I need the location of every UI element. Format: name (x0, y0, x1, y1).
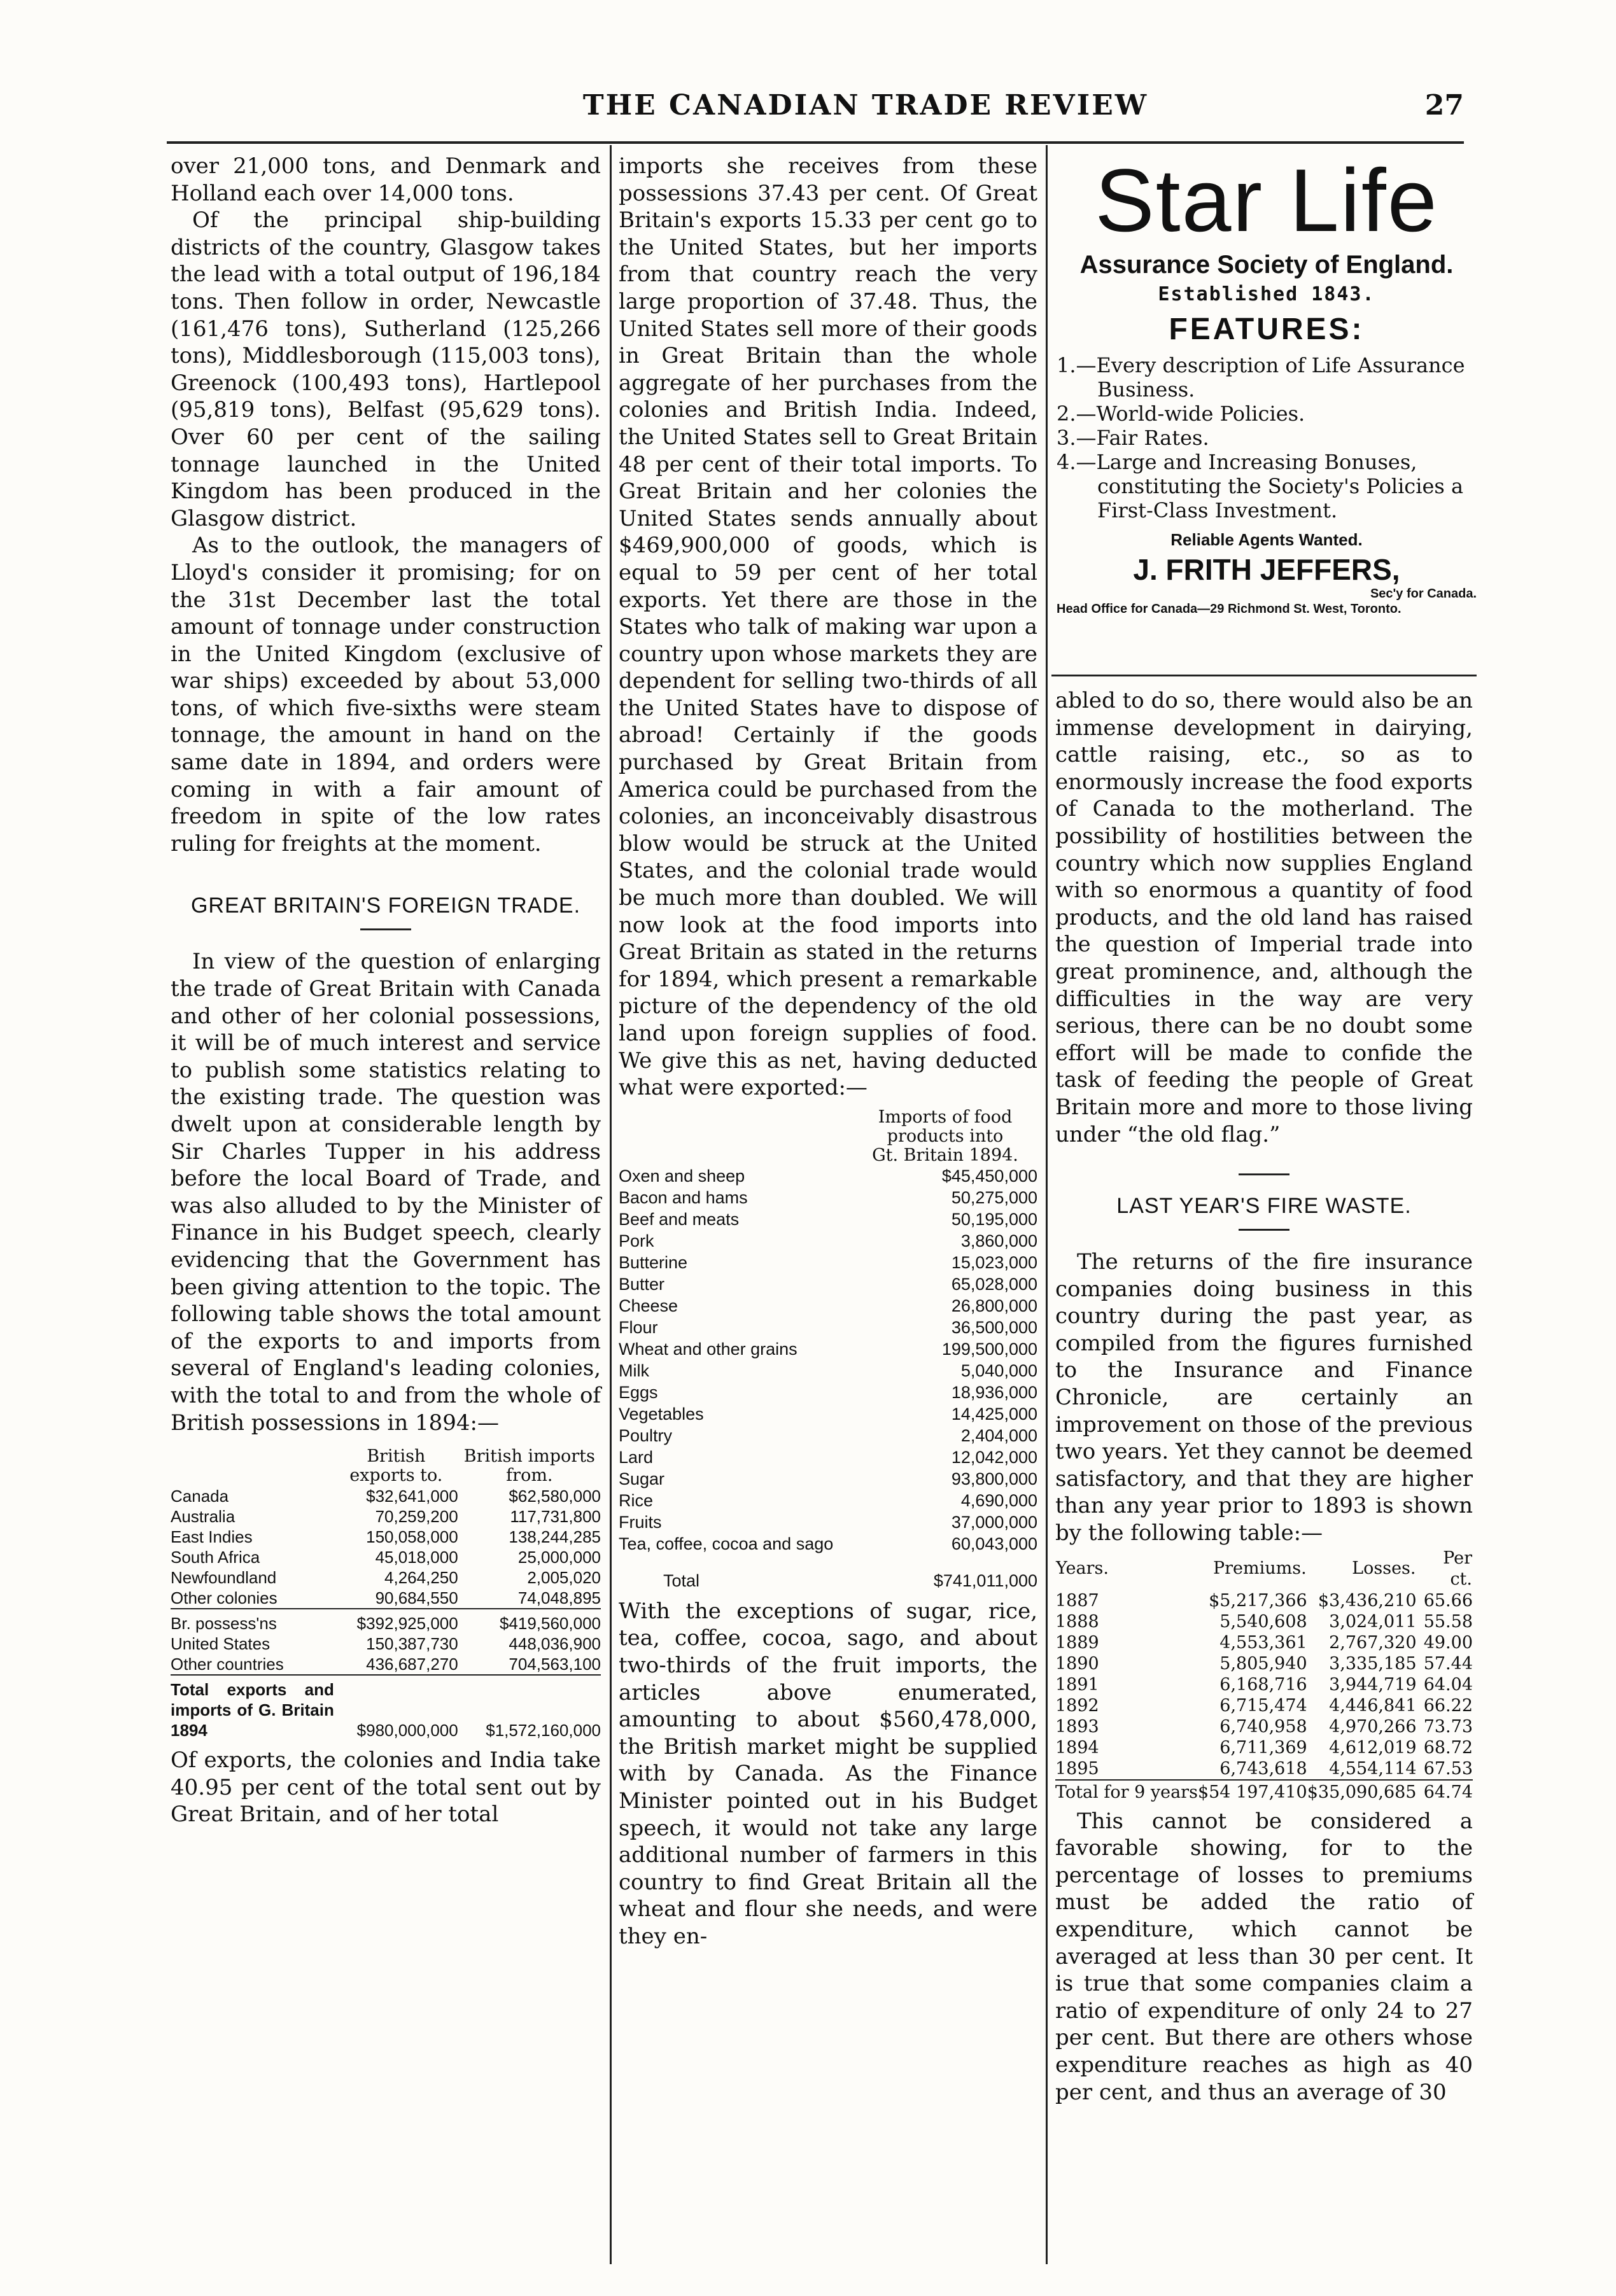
cell: 60,043,000 (951, 1534, 1037, 1553)
trade-table (171, 1446, 601, 1740)
paragraph: This cannot be considered a favorable showing, for to the percentage of losses to premiums must be added the ratio of expenditure, which cannot be averaged at less than 30 per cent. It is true that some companies claim a ratio of expenditure of only 24 to 27 per cent. But there are others whose expenditure reaches as high as 40 per cent, and thus an average of 30 (1055, 1808, 1473, 2105)
row-label: Australia (171, 1507, 235, 1527)
ad-features-heading: FEATURES: (1169, 312, 1365, 346)
row-label: 1895 (1055, 1758, 1099, 1779)
row-label: Wheat and other grains (619, 1339, 797, 1359)
ad-subtitle: Assurance Society of England. (1079, 251, 1454, 279)
table-row (1055, 1632, 1473, 1653)
paragraph: The returns of the fire insurance companies doing business in this country during the past year, as compiled from the figures furnished to the Insurance and Finance Chronicle, are certainly an improvement on those of the previous two years. Yet they cannot be deemed satisfactory, and that they are higher than any year prior to 1893 is shown by the following table:— (1055, 1249, 1473, 1546)
row-label: 1892 (1055, 1695, 1099, 1716)
row-label: Br. possess'ns (171, 1614, 277, 1634)
cell: $980,000,000 (356, 1721, 458, 1740)
row-label: Beef and meats (619, 1209, 740, 1229)
list-item: 3.—Fair Rates. (1057, 426, 1209, 450)
table-row (619, 1490, 1037, 1511)
cell: 64.04 (1423, 1674, 1473, 1695)
row-label: South Africa (171, 1548, 260, 1567)
table-row (1055, 1674, 1473, 1695)
list-item: 2.—World-wide Policies. (1057, 402, 1305, 426)
paragraph: abled to do so, there would also be an immense development in dairying, cattle raising, etc., so as to enormously increase the food exports of Canada to the motherland. The possibility of hostilities between the country which now supplies England with so enormous a quantity of food products, and the old land has raised the question of Imperial trade into great prominence, and, although the difficulties in the way are very serious, there can be no doubt some effort will be made to confide the task of feeding the people of Great Britain more and more to those living under “the old flag.” (1055, 688, 1473, 1147)
cell: $1,572,160,000 (486, 1721, 601, 1740)
cell: $392,925,000 (356, 1614, 458, 1634)
cell: 448,036,900 (509, 1634, 601, 1654)
table-row (619, 1317, 1037, 1338)
cell: 138,244,285 (509, 1527, 601, 1547)
section-heading-fire-waste: LAST YEAR'S FIRE WASTE. (1116, 1194, 1412, 1219)
cell: 3,860,000 (960, 1231, 1037, 1250)
cell: $5,217,366 (1209, 1590, 1307, 1611)
table-row (171, 1634, 601, 1654)
ad-title: Star Life (1095, 150, 1438, 250)
cell: 6,740,958 (1219, 1716, 1307, 1737)
ad-office-address: Head Office for Canada—29 Richmond St. West, Toronto. (1057, 602, 1402, 616)
table-row (171, 1527, 601, 1547)
paragraph: Of the principal ship-building districts of the country, Glasgow takes the lead with a total output of 196,184 tons. Then follow in order, Newcastle (161,476 tons), Sutherland (125,266 tons), Middlesborough (115,003 tons), Greenock (100,493 tons), Hartlepool (95,819 tons), Belfast (95,629 tons). Over 60 per cent of the sailing tonnage launched in the United Kingdom has been produced in the Glasgow district. (171, 207, 601, 531)
page-number: 27 (1424, 89, 1464, 122)
table-row-total (619, 1555, 1037, 1592)
column-header: Losses. (1352, 1558, 1416, 1579)
table-row (171, 1506, 601, 1527)
cell: $32,641,000 (366, 1487, 458, 1506)
list-item: 4.—Large and Increasing Bonuses, constituting the Society's Policies a First-Class Investment. (1057, 450, 1464, 522)
table-row (619, 1252, 1037, 1273)
cell: $741,011,000 (933, 1571, 1037, 1590)
table-row (1055, 1590, 1473, 1611)
ad-rule (1051, 675, 1477, 676)
cell: 3,944,719 (1329, 1674, 1417, 1695)
list-item: 1.—Every description of Life Assurance Business. (1057, 353, 1465, 402)
table-row (619, 1187, 1037, 1208)
table-row (619, 1165, 1037, 1187)
row-label: United States (171, 1634, 271, 1654)
row-label: 1891 (1055, 1674, 1099, 1695)
cell: 70,259,200 (375, 1507, 458, 1527)
cell: 64.74 (1423, 1782, 1473, 1802)
row-label: Butterine (619, 1252, 688, 1272)
table-row (619, 1382, 1037, 1403)
cell: 150,387,730 (366, 1634, 458, 1654)
short-rule (360, 928, 411, 930)
cell: 18,936,000 (951, 1382, 1037, 1402)
paragraph: imports she receives from these possessions 37.43 per cent. Of Great Britain's exports 15.33 per cent go to the United States, but her imports from that country reach the very large proportion of 37.48. Thus, the United States sell more of their goods in Great Britain than the whole aggregate of her purchases from the colonies and British India. Indeed, the United States sell to Great Britain 48 per cent of their total imports. To Great Britain and her colonies the United States sends annually about $469,900,000 of goods, which is equal to 59 per cent of her total exports. Yet there are those in the States who talk of making war upon a country upon whose markets they are dependent for selling two-thirds of all the United States have to dispose of abroad! Certainly if the goods purchased by Great Britain from America could be purchased from the colonies, an inconceivably disastrous blow would be struck at the United States, and the colonial trade would be much more than doubled. We will now look at the food imports into Great Britain as stated in the returns for 1894, which present a remarkable picture of the dependency of the old land upon foreign supplies of food. We give this as net, having deducted what were exported:— (619, 153, 1037, 1101)
cell: 57.44 (1423, 1653, 1473, 1674)
table-row (1055, 1653, 1473, 1674)
cell: 4,612,019 (1329, 1737, 1417, 1758)
cell: 65.66 (1423, 1590, 1473, 1611)
table-row (619, 1360, 1037, 1382)
section-heading-foreign-trade: GREAT BRITAIN'S FOREIGN TRADE. (190, 893, 581, 918)
cell: 37,000,000 (951, 1512, 1037, 1532)
cell: 25,000,000 (517, 1548, 601, 1567)
cell: 5,040,000 (960, 1361, 1037, 1380)
column-header: British imports from. (463, 1446, 595, 1486)
paragraph: With the exceptions of sugar, rice, tea, coffee, cocoa, sago, and about two-thirds of the fruit imports, the articles above enumerated, amounting to about $560,478,000, the British market might be supplied with by Canada. As the Finance Minister pointed out in his Budget speech, it would not take any large additional number of farmers in this country to find Great Britain all the wheat and flour she needs, and were they en- (619, 1598, 1037, 1949)
cell: $419,560,000 (499, 1614, 601, 1634)
column-3 (1055, 687, 1473, 2106)
short-rule (1239, 1173, 1289, 1175)
cell: 2,767,320 (1329, 1632, 1417, 1653)
cell: 5,805,940 (1219, 1653, 1307, 1674)
cell: 4,690,000 (960, 1490, 1037, 1510)
cell: 6,715,474 (1219, 1695, 1307, 1716)
cell: 4,446,841 (1329, 1695, 1417, 1716)
row-label: Eggs (619, 1382, 658, 1402)
row-label: 1888 (1055, 1611, 1099, 1632)
table-row (1055, 1611, 1473, 1632)
cell: 704,563,100 (509, 1655, 601, 1674)
column-header: Premiums. (1212, 1558, 1307, 1579)
table-row (619, 1511, 1037, 1533)
row-label: Canada (171, 1487, 229, 1506)
star-life-advertisement (1057, 150, 1477, 675)
table-row (1055, 1695, 1473, 1716)
cell: 6,743,618 (1219, 1758, 1307, 1779)
column-header: Years. (1056, 1558, 1109, 1579)
cell: 67.53 (1423, 1758, 1473, 1779)
row-label: 1894 (1055, 1737, 1099, 1758)
row-label: Total for 9 years (1055, 1782, 1198, 1802)
row-label: Bacon and hams (619, 1187, 748, 1207)
row-label: Total exports and imports of G. Britain 1894 (171, 1680, 334, 1740)
row-label: Sugar (619, 1469, 665, 1488)
cell: 5,540,608 (1219, 1611, 1307, 1632)
ad-agents-wanted: Reliable Agents Wanted. (1170, 530, 1363, 549)
table-row (171, 1588, 601, 1609)
short-rule (1239, 1229, 1289, 1231)
cell: 55.58 (1423, 1611, 1473, 1632)
cell: 3,024,011 (1329, 1611, 1417, 1632)
cell: 12,042,000 (951, 1447, 1037, 1467)
cell: 117,731,800 (510, 1507, 601, 1527)
row-label: Tea, coffee, cocoa and sago (619, 1534, 834, 1553)
row-label: Cheese (619, 1296, 678, 1315)
cell: 26,800,000 (951, 1296, 1037, 1315)
cell: 2,005,020 (527, 1568, 601, 1588)
column-header: Imports of food products into Gt. Britain 1894. (872, 1107, 1018, 1165)
cell: 2,404,000 (960, 1425, 1037, 1445)
table-row (619, 1273, 1037, 1295)
cell: 4,553,361 (1219, 1632, 1307, 1653)
cell: 93,800,000 (951, 1469, 1037, 1488)
cell: 15,023,000 (951, 1252, 1037, 1272)
cell: $62,580,000 (509, 1487, 601, 1506)
column-1 (171, 153, 601, 1828)
cell: 3,335,185 (1329, 1653, 1417, 1674)
cell: 74,048,895 (517, 1588, 601, 1608)
table-rule (171, 1675, 601, 1679)
row-label: Oxen and sheep (619, 1166, 745, 1186)
row-label: Butter (619, 1274, 665, 1294)
table-rule (171, 1609, 601, 1613)
food-imports-table (619, 1165, 1037, 1592)
row-label: Rice (619, 1490, 654, 1510)
cell: 45,018,000 (375, 1548, 458, 1567)
column-2 (619, 153, 1037, 1950)
paragraph: In view of the question of enlarging the trade of Great Britain with Canada and other of her colonial possessions, it will be of much interest and service to publish some statistics relating to the existing trade. The question was dwelt upon at considerable length by Sir Charles Tupper in his address before the local Board of Trade, and was also alluded to by the Minister of Finance in his Budget speech, clearly evidencing that the Government has been giving attention to the topic. The following table shows the total amount of the exports to and imports from several of England's leading colonies, with the total to and from the whole of British possessions in 1894:— (171, 949, 601, 1436)
table-row (619, 1295, 1037, 1317)
fire-waste-table (1055, 1547, 1473, 1803)
row-label: 1887 (1055, 1590, 1099, 1611)
table-row (619, 1403, 1037, 1425)
table-row (619, 1338, 1037, 1360)
table-row (619, 1533, 1037, 1555)
paragraph: As to the outlook, the managers of Lloyd's consider it promising; for on the 31st December last the total amount of tonnage under construction in the United Kingdom (exclusive of war ships) exceeded by about 53,000 tons, of which five-sixths were steam tonnage, the amount in hand on the same date in 1894, and orders were coming in with a fair amount of freedom in spite of the low rates ruling for freights at the moment. (171, 533, 601, 857)
column-divider-2 (1046, 145, 1048, 2264)
row-label: Poultry (619, 1425, 673, 1445)
table-row (171, 1567, 601, 1588)
table-row (619, 1425, 1037, 1446)
row-label: Vegetables (619, 1404, 704, 1424)
table-row (1055, 1758, 1473, 1780)
cell: 199,500,000 (941, 1339, 1037, 1359)
row-label: Fruits (619, 1512, 662, 1532)
table-row (619, 1446, 1037, 1468)
column-header: Per ct. (1443, 1548, 1472, 1589)
column-divider-1 (610, 145, 612, 2264)
ad-established: Established 1843. (1158, 283, 1375, 305)
cell: 65,028,000 (951, 1274, 1037, 1294)
paragraph: Of exports, the colonies and India take 40.95 per cent of the total sent out by Great Britain, and of her total (171, 1747, 601, 1828)
masthead-title: THE CANADIAN TRADE REVIEW (582, 89, 1149, 122)
cell: 6,168,716 (1219, 1674, 1307, 1695)
cell: 6,711,369 (1219, 1737, 1307, 1758)
column-header: British exports to. (349, 1446, 443, 1486)
row-label: 1893 (1055, 1716, 1099, 1737)
table-row (1055, 1737, 1473, 1758)
row-label: Flour (619, 1317, 658, 1337)
cell: 50,275,000 (951, 1187, 1037, 1207)
ad-contact-title: Sec'y for Canada. (1370, 587, 1477, 601)
row-label: 1890 (1055, 1653, 1099, 1674)
cell: 14,425,000 (951, 1404, 1037, 1424)
row-label: 1889 (1055, 1632, 1099, 1653)
row-label: East Indies (171, 1527, 253, 1547)
ad-contact-name: J. FRITH JEFFERS, (1133, 553, 1400, 586)
page-header (165, 89, 1464, 134)
table-row (171, 1613, 601, 1634)
row-label: Total (663, 1571, 700, 1590)
table-row (1055, 1716, 1473, 1737)
table-row (171, 1654, 601, 1675)
table-row-total (171, 1679, 601, 1740)
table-row (171, 1486, 601, 1506)
row-label: Lard (619, 1447, 654, 1467)
cell: $54 197,410 (1197, 1782, 1307, 1802)
cell: 436,687,270 (366, 1655, 458, 1674)
cell: 36,500,000 (951, 1317, 1037, 1337)
cell: 4,264,250 (384, 1568, 458, 1588)
cell: $45,450,000 (941, 1166, 1037, 1186)
row-label: Other colonies (171, 1588, 278, 1608)
row-label: Pork (619, 1231, 654, 1250)
cell: 66.22 (1423, 1695, 1473, 1716)
row-label: Milk (619, 1361, 649, 1380)
cell: 49.00 (1423, 1632, 1473, 1653)
cell: $35,090,685 (1307, 1782, 1417, 1802)
cell: 4,970,266 (1329, 1716, 1417, 1737)
row-label: Other countries (171, 1655, 284, 1674)
cell: 150,058,000 (366, 1527, 458, 1547)
table-row (171, 1547, 601, 1567)
cell: 68.72 (1423, 1737, 1473, 1758)
table-row-total (1055, 1782, 1473, 1803)
paragraph: over 21,000 tons, and Denmark and Holland each over 14,000 tons. (171, 153, 601, 206)
food-table-header (619, 1108, 1037, 1165)
table-row (619, 1468, 1037, 1490)
cell: 50,195,000 (951, 1209, 1037, 1229)
row-label: Newfoundland (171, 1568, 277, 1588)
features-list (1057, 353, 1477, 522)
table-row (619, 1208, 1037, 1230)
cell: 90,684,550 (375, 1588, 458, 1608)
cell: 73.73 (1423, 1716, 1473, 1737)
cell: $3,436,210 (1317, 1590, 1417, 1611)
table-row (619, 1230, 1037, 1252)
cell: 4,554,114 (1329, 1758, 1417, 1779)
header-rule (167, 141, 1464, 144)
